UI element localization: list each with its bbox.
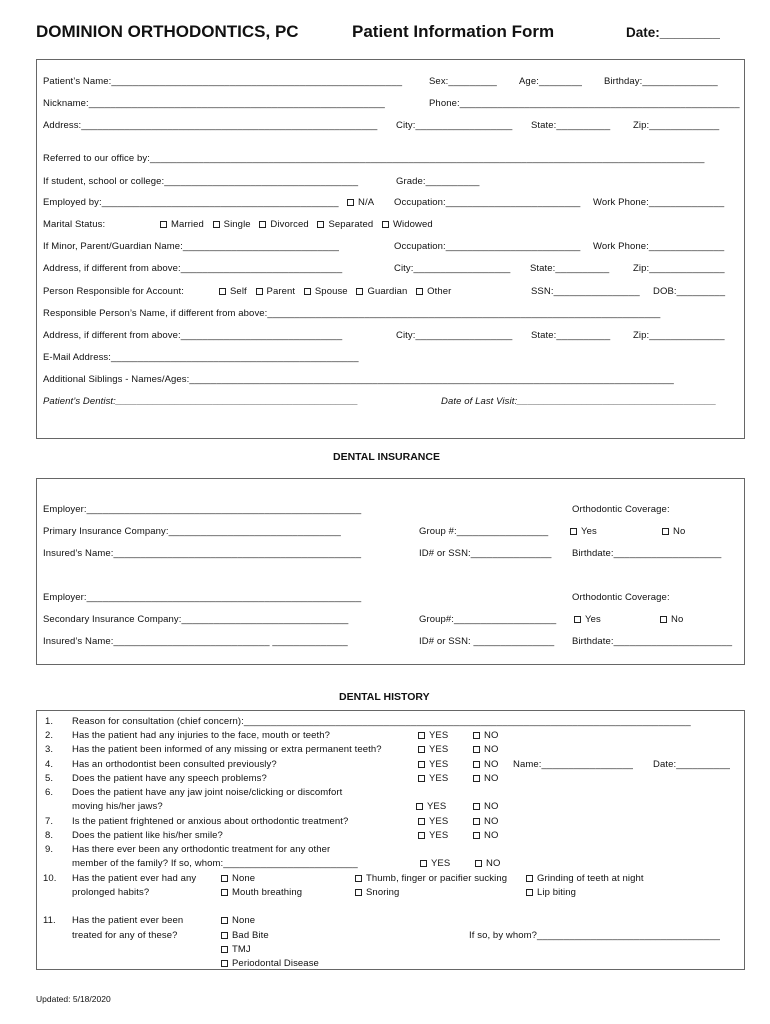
checkbox-icon[interactable] bbox=[473, 818, 480, 825]
checkbox-icon[interactable] bbox=[526, 889, 533, 896]
question-10-line2: prolonged habits? bbox=[72, 887, 150, 898]
guardian-name-field[interactable]: If Minor, Parent/Guardian Name:_____________________________ bbox=[43, 241, 339, 252]
practice-name: DOMINION ORTHODONTICS, PC bbox=[36, 22, 299, 41]
checkbox-icon[interactable] bbox=[570, 528, 577, 535]
option-label: Mouth breathing bbox=[232, 887, 303, 898]
option-label: TMJ bbox=[232, 944, 251, 955]
primary-group-field[interactable]: Group #:_________________ bbox=[419, 526, 549, 537]
referred-by-field[interactable]: Referred to our office by:_______________________________________________________________________________________________________ bbox=[43, 153, 705, 164]
q8-yes[interactable] bbox=[418, 830, 448, 841]
checkbox-icon[interactable] bbox=[660, 616, 667, 623]
question-number: 11. bbox=[43, 915, 56, 926]
orthodontist-date-field[interactable]: Date:__________ bbox=[653, 759, 731, 770]
q4-no[interactable] bbox=[473, 759, 498, 770]
no-label: NO bbox=[486, 858, 501, 869]
yes-label: Yes bbox=[581, 526, 597, 537]
checkbox-icon[interactable] bbox=[160, 221, 167, 228]
q3-yes[interactable] bbox=[418, 744, 448, 755]
q6-yes[interactable] bbox=[416, 801, 446, 812]
checkbox-icon[interactable] bbox=[221, 960, 228, 967]
habit-option-none[interactable] bbox=[221, 873, 255, 884]
yes-label: YES bbox=[429, 773, 449, 784]
yes-label: YES bbox=[429, 744, 449, 755]
question-number: 6. bbox=[45, 787, 54, 798]
treated-option-bad-bite[interactable] bbox=[221, 930, 269, 941]
option-label: Other bbox=[427, 286, 452, 297]
header-date-field[interactable]: Date:________ bbox=[626, 25, 720, 40]
checkbox-icon[interactable] bbox=[574, 616, 581, 623]
checkbox-icon[interactable] bbox=[213, 221, 220, 228]
no-label: NO bbox=[484, 773, 499, 784]
checkbox-icon[interactable] bbox=[317, 221, 324, 228]
no-label: No bbox=[671, 614, 684, 625]
question-number: 4. bbox=[45, 759, 54, 770]
na-checkbox[interactable] bbox=[347, 197, 374, 208]
responsible-city-field[interactable]: City:__________________ bbox=[396, 330, 513, 341]
secondary-coverage-no[interactable] bbox=[660, 614, 683, 625]
guardian-zip-field[interactable]: Zip:______________ bbox=[633, 263, 725, 274]
checkbox-icon[interactable] bbox=[473, 746, 480, 753]
occupation-field[interactable]: Occupation:_________________________ bbox=[394, 197, 581, 208]
checkbox-icon[interactable] bbox=[473, 775, 480, 782]
zip-field[interactable]: Zip:_____________ bbox=[633, 120, 720, 131]
option-label: Widowed bbox=[392, 219, 433, 230]
yes-label: YES bbox=[427, 801, 447, 812]
option-label: None bbox=[232, 873, 256, 884]
guardian-state-field[interactable]: State:__________ bbox=[530, 263, 610, 274]
secondary-id-field[interactable]: ID# or SSN: _______________ bbox=[419, 636, 555, 647]
q7-no[interactable] bbox=[473, 816, 498, 827]
state-field[interactable]: State:__________ bbox=[531, 120, 611, 131]
primary-employer-field[interactable]: Employer:___________________________________________________ bbox=[43, 504, 362, 515]
no-label: NO bbox=[484, 830, 499, 841]
option-label: Snoring bbox=[366, 887, 400, 898]
form-title: Patient Information Form bbox=[352, 22, 555, 41]
marital-status-options bbox=[160, 219, 439, 230]
checkbox-icon[interactable] bbox=[221, 889, 228, 896]
question-6-line2: moving his/her jaws? bbox=[72, 801, 163, 812]
option-label: Divorced bbox=[270, 219, 309, 230]
checkbox-icon[interactable] bbox=[259, 221, 266, 228]
primary-insurance-field[interactable]: Primary Insurance Company:________________________________ bbox=[43, 526, 341, 537]
question-number: 8. bbox=[45, 830, 54, 841]
marital-status-label: Marital Status: bbox=[43, 219, 106, 230]
checkbox-icon[interactable] bbox=[473, 803, 480, 810]
checkbox-icon[interactable] bbox=[473, 732, 480, 739]
dob-field[interactable]: DOB:_________ bbox=[653, 286, 726, 297]
question-number: 10. bbox=[43, 873, 57, 884]
checkbox-icon[interactable] bbox=[221, 917, 228, 924]
city-field[interactable]: City:__________________ bbox=[396, 120, 513, 131]
checkbox-icon[interactable] bbox=[221, 946, 228, 953]
checkbox-icon[interactable] bbox=[418, 732, 425, 739]
secondary-employer-field[interactable]: Employer:___________________________________________________ bbox=[43, 592, 362, 603]
question-6-line1: Does the patient have any jaw joint noise/clicking or discomfort bbox=[72, 787, 343, 798]
checkbox-icon[interactable] bbox=[256, 288, 263, 295]
checkbox-icon[interactable] bbox=[473, 761, 480, 768]
checkbox-icon[interactable] bbox=[418, 746, 425, 753]
checkbox-icon[interactable] bbox=[356, 288, 363, 295]
grade-field[interactable]: Grade:__________ bbox=[396, 176, 480, 187]
question-4: Has an orthodontist been consulted previously? bbox=[72, 759, 277, 770]
question-9-line1: Has there ever been any orthodontic treatment for any other bbox=[72, 844, 331, 855]
habit-option-thumb-sucking[interactable] bbox=[355, 873, 507, 884]
responsible-option-self[interactable] bbox=[219, 286, 247, 297]
question-7: Is the patient frightened or anxious about orthodontic treatment? bbox=[72, 816, 349, 827]
responsible-option-guardian[interactable] bbox=[356, 286, 407, 297]
q8-no[interactable] bbox=[473, 830, 498, 841]
dentist-field[interactable]: Patient’s Dentist:_____________________________________________ bbox=[43, 396, 359, 407]
yes-label: YES bbox=[429, 830, 449, 841]
option-label: None bbox=[232, 915, 256, 926]
q3-no[interactable] bbox=[473, 744, 498, 755]
checkbox-icon[interactable] bbox=[219, 288, 226, 295]
option-label: Lip biting bbox=[537, 887, 577, 898]
work-phone-field[interactable]: Work Phone:______________ bbox=[593, 197, 725, 208]
question-number: 2. bbox=[45, 730, 54, 741]
checkbox-icon[interactable] bbox=[221, 932, 228, 939]
insurance-section-title: DENTAL INSURANCE bbox=[333, 451, 440, 463]
responsible-name-field[interactable]: Responsible Person’s Name, if different from above:_________________________________________________________________________ bbox=[43, 308, 661, 319]
question-number: 7. bbox=[45, 816, 54, 827]
option-label: Parent bbox=[266, 286, 296, 297]
q5-no[interactable] bbox=[473, 773, 498, 784]
responsible-state-field[interactable]: State:__________ bbox=[531, 330, 611, 341]
checkbox-icon[interactable] bbox=[475, 860, 482, 867]
checkbox-icon[interactable] bbox=[355, 889, 362, 896]
secondary-insurance-field[interactable]: Secondary Insurance Company:_______________________________ bbox=[43, 614, 349, 625]
primary-birthdate-field[interactable]: Birthdate:____________________ bbox=[572, 548, 722, 559]
marital-option-widowed[interactable] bbox=[382, 219, 433, 230]
option-label: Grinding of teeth at night bbox=[537, 873, 644, 884]
question-10-line1: Has the patient ever had any bbox=[72, 873, 197, 884]
question-number: 1. bbox=[45, 716, 54, 727]
habit-option-snoring[interactable] bbox=[355, 887, 399, 898]
checkbox-icon[interactable] bbox=[418, 775, 425, 782]
question-11-line2: treated for any of these? bbox=[72, 930, 178, 941]
sex-field[interactable]: Sex:_________ bbox=[429, 76, 497, 87]
age-field[interactable]: Age:________ bbox=[519, 76, 583, 87]
ssn-field[interactable]: SSN:________________ bbox=[531, 286, 640, 297]
no-label: NO bbox=[484, 801, 499, 812]
primary-coverage-yes[interactable] bbox=[570, 526, 597, 537]
habit-option-lip-biting[interactable] bbox=[526, 887, 576, 898]
nickname-field[interactable]: Nickname:_______________________________________________________ bbox=[43, 98, 385, 109]
na-label: N/A bbox=[358, 197, 375, 208]
option-label: Guardian bbox=[367, 286, 408, 297]
orthodontist-name-field[interactable]: Name:_________________ bbox=[513, 759, 633, 770]
yes-label: YES bbox=[429, 759, 449, 770]
birthday-field[interactable]: Birthday:______________ bbox=[604, 76, 718, 87]
question-5: Does the patient have any speech problems? bbox=[72, 773, 267, 784]
guardian-city-field[interactable]: City:__________________ bbox=[394, 263, 511, 274]
secondary-group-field[interactable]: Group#:___________________ bbox=[419, 614, 557, 625]
no-label: NO bbox=[484, 730, 499, 741]
primary-ortho-coverage-label: Orthodontic Coverage: bbox=[572, 504, 670, 515]
responsible-option-parent[interactable] bbox=[256, 286, 296, 297]
question-9-line2[interactable]: member of the family? If so, whom:_________________________ bbox=[72, 858, 358, 869]
question-11-line1: Has the patient ever been bbox=[72, 915, 184, 926]
habit-option-grinding[interactable] bbox=[526, 873, 644, 884]
q5-yes[interactable] bbox=[418, 773, 448, 784]
checkbox-icon[interactable] bbox=[418, 818, 425, 825]
responsible-option-spouse[interactable] bbox=[304, 286, 348, 297]
option-label: Bad Bite bbox=[232, 930, 269, 941]
treated-option-periodontal[interactable] bbox=[221, 958, 319, 969]
q9-yes[interactable] bbox=[420, 858, 450, 869]
secondary-ortho-coverage-label: Orthodontic Coverage: bbox=[572, 592, 670, 603]
question-1[interactable]: Reason for consultation (chief concern):___________________________________________________________________________________ bbox=[72, 716, 691, 727]
responsible-option-other[interactable] bbox=[416, 286, 451, 297]
option-label: Self bbox=[230, 286, 247, 297]
yes-label: YES bbox=[431, 858, 451, 869]
option-label: Spouse bbox=[314, 286, 348, 297]
primary-insured-name-field[interactable]: Insured’s Name:______________________________________________ bbox=[43, 548, 362, 559]
patient-name-field[interactable]: Patient’s Name:______________________________________________________ bbox=[43, 76, 403, 87]
question-number: 5. bbox=[45, 773, 54, 784]
yes-label: Yes bbox=[585, 614, 601, 625]
q2-no[interactable] bbox=[473, 730, 498, 741]
checkbox-icon[interactable] bbox=[416, 803, 423, 810]
option-label: Married bbox=[171, 219, 204, 230]
checkbox-icon[interactable] bbox=[355, 875, 362, 882]
responsible-zip-field[interactable]: Zip:______________ bbox=[633, 330, 725, 341]
option-label: Periodontal Disease bbox=[232, 958, 319, 969]
option-label: Single bbox=[223, 219, 251, 230]
primary-coverage-no[interactable] bbox=[662, 526, 685, 537]
secondary-coverage-yes[interactable] bbox=[574, 614, 601, 625]
q4-yes[interactable] bbox=[418, 759, 448, 770]
responsible-address-field[interactable]: Address, if different from above:______________________________ bbox=[43, 330, 343, 341]
treated-option-none[interactable] bbox=[221, 915, 255, 926]
question-2: Has the patient had any injuries to the face, mouth or teeth? bbox=[72, 730, 331, 741]
marital-option-single[interactable] bbox=[213, 219, 251, 230]
no-label: No bbox=[673, 526, 686, 537]
no-label: NO bbox=[484, 744, 499, 755]
employed-by-field[interactable]: Employed by:____________________________________________ bbox=[43, 197, 339, 208]
question-3: Has the patient been informed of any missing or extra permanent teeth? bbox=[72, 744, 382, 755]
email-field[interactable]: E-Mail Address:______________________________________________ bbox=[43, 352, 359, 363]
no-label: NO bbox=[484, 759, 499, 770]
guardian-address-field[interactable]: Address, if different from above:______________________________ bbox=[43, 263, 343, 274]
marital-option-married[interactable] bbox=[160, 219, 204, 230]
option-label: Separated bbox=[328, 219, 374, 230]
checkbox-icon[interactable] bbox=[347, 199, 354, 206]
checkbox-icon[interactable] bbox=[382, 221, 389, 228]
checkbox-icon[interactable] bbox=[418, 832, 425, 839]
checkbox-icon[interactable] bbox=[416, 288, 423, 295]
primary-id-field[interactable]: ID# or SSN:_______________ bbox=[419, 548, 552, 559]
checkbox-icon[interactable] bbox=[420, 860, 427, 867]
question-number: 3. bbox=[45, 744, 54, 755]
no-label: NO bbox=[484, 816, 499, 827]
q9-no[interactable] bbox=[475, 858, 500, 869]
question-8: Does the patient like his/her smile? bbox=[72, 830, 223, 841]
question-number: 9. bbox=[45, 844, 54, 855]
phone-field[interactable]: Phone:____________________________________________________ bbox=[429, 98, 740, 109]
history-section-title: DENTAL HISTORY bbox=[339, 691, 430, 703]
checkbox-icon[interactable] bbox=[221, 875, 228, 882]
marital-option-divorced[interactable] bbox=[259, 219, 308, 230]
last-visit-field[interactable]: Date of Last Visit:_____________________________________ bbox=[441, 396, 717, 407]
updated-date: Updated: 5/18/2020 bbox=[36, 994, 111, 1004]
option-label: Thumb, finger or pacifier sucking bbox=[366, 873, 508, 884]
checkbox-icon[interactable] bbox=[304, 288, 311, 295]
secondary-birthdate-field[interactable]: Birthdate:______________________ bbox=[572, 636, 733, 647]
responsible-options bbox=[219, 286, 457, 297]
school-field[interactable]: If student, school or college:____________________________________ bbox=[43, 176, 359, 187]
q6-no[interactable] bbox=[473, 801, 498, 812]
checkbox-icon[interactable] bbox=[662, 528, 669, 535]
marital-option-separated[interactable] bbox=[317, 219, 373, 230]
habit-option-mouth-breathing[interactable] bbox=[221, 887, 302, 898]
yes-label: YES bbox=[429, 730, 449, 741]
secondary-insured-name-field[interactable]: Insured’s Name:_____________________________ ______________ bbox=[43, 636, 348, 647]
address-field[interactable]: Address:_______________________________________________________ bbox=[43, 120, 378, 131]
checkbox-icon[interactable] bbox=[473, 832, 480, 839]
q2-yes[interactable] bbox=[418, 730, 448, 741]
checkbox-icon[interactable] bbox=[526, 875, 533, 882]
guardian-work-phone-field[interactable]: Work Phone:______________ bbox=[593, 241, 725, 252]
treated-option-tmj[interactable] bbox=[221, 944, 251, 955]
q7-yes[interactable] bbox=[418, 816, 448, 827]
checkbox-icon[interactable] bbox=[418, 761, 425, 768]
treated-by-whom-field[interactable]: If so, by whom?__________________________________ bbox=[469, 930, 721, 941]
guardian-occupation-field[interactable]: Occupation:_________________________ bbox=[394, 241, 581, 252]
siblings-field[interactable]: Additional Siblings - Names/Ages:__________________________________________________________________________________________ bbox=[43, 374, 674, 385]
yes-label: YES bbox=[429, 816, 449, 827]
responsible-label: Person Responsible for Account: bbox=[43, 286, 184, 297]
